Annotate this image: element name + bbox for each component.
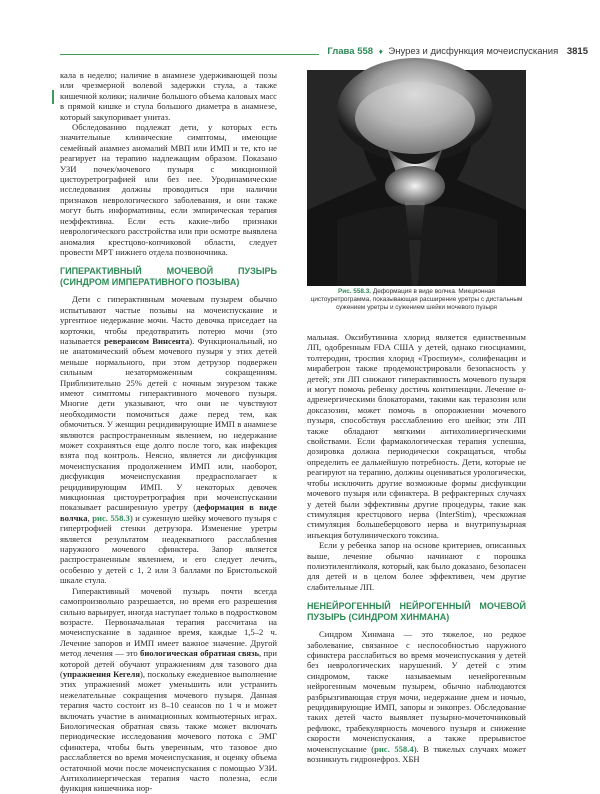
text-run: Дети с гиперактивным мочевым пузырем обычно испытывают частые позывы на мочеиспускание и ургентное недержание мочи. Часто девочка приседает на корточки, чтобы предотвратить потерю мочи (это называется — [60, 294, 277, 346]
right-column — [307, 332, 526, 765]
term-bold: реверансом Винсента — [104, 335, 190, 346]
text-run: , — [87, 512, 93, 523]
figure-caption — [307, 288, 526, 312]
caption-text: Деформация в виде волчка. Микционная цистоуретрограмма, показывающая расширение уретры с дистальным сужением уретры и сужением шейки мочевого пузыря — [310, 288, 523, 311]
header-text — [319, 46, 588, 57]
diamond-icon: ♦ — [378, 47, 383, 56]
text-run: , при которой детей обучают упражнениям для тазового дна ( — [60, 648, 278, 679]
figure-label: Рис. 558.3. — [338, 288, 372, 295]
paragraph: кала в неделю; наличие в анамнезе удерживающей позы или чрезмерной волевой задержки стула, а также кишечной колики; наличие большого объема каловых масс в прямой кишке и стула большого диаметра в анамнезе, который закупоривает унитаз. — [60, 70, 277, 122]
text-run: Синдром Хинмана — это тяжелое, но редкое заболевание, связанное с неспособностью наружного сфинктера расслабиться во время мочеиспускания у детей без неврологических нарушений. У детей с этим синдромом, также называемым ненейрогенным нейрогенным мочевым пузырем, обычно наблюдаются разбрызгивающая струя мочи, недержание днем и ночью, рецидивирующие ИМП, запоры и энкопрез. Обследование таких детей часто выявляет пузырно-мочеточниковый рефлюкс, трабекулярность мочевого пузыря и снижение скорости мочеиспускания, а также прерывистое мочеиспускание ( — [307, 629, 526, 754]
paragraph: мальная. Оксибутинина хлорид является единственным ЛП, одобренным FDA США у детей, однако гиосциамин, толтеродин, троспия хлорид «Троспиум», солифенацин и мирабегрон также продемонстрировали безопасность у детей; эти ЛП снижают гиперактивность мочевого пузыря и могут помочь ребенку достичь континенции. Лечение α-адренергическими блокаторами, такими как теразозин или доксазозин, может помочь в опорожнении мочевого пузыря, способствуя расслаблению его шейки; эти ЛП также обладают мягкими антихолинергическими свойствами. Если фармакологическая терапия успешна, дозировка должна периодически сокращаться, чтобы определить ее дальнейшую потребность. Дети, которые не реагируют на терапию, должны оцениваться урологически, чтобы исключить другие возможные формы дисфункции мочевого пузыря или сфинктера. В рефрактерных случаях у детей были эффективны другие процедуры, такие как стимуляция крестцового нерва (InterStim), чрескожная стимуляция большеберцового нерва и внутрипузырная инъекция ботулинического токсина. — [307, 332, 526, 540]
text-run: Гиперактивный мочевой пузырь почти всегда самопроизвольно разрешается, но время его разрешения сильно варьирует, иногда наступает только в подростковом возрасте. Первоначальная терапия рассчитана на мочеиспускание в заданное время, каждые 1,5–2 ч. Лечение запоров и ИМП имеет важное значение. Другой метод лечения — это — [60, 585, 277, 659]
paragraph — [307, 629, 526, 764]
figure-reference[interactable]: рис. 558.3 — [92, 512, 130, 523]
paragraph — [60, 294, 277, 585]
figure-image — [307, 70, 526, 286]
chapter-title: Энурез и дисфункция мочеиспускания — [388, 46, 559, 57]
paragraph — [60, 586, 277, 794]
term-bold: биологическая обратная связь — [140, 648, 260, 659]
term-bold: упражнения Кегеля — [62, 668, 140, 679]
header-marker — [52, 90, 54, 104]
left-column — [60, 70, 278, 794]
chapter-label: Глава 558 — [327, 46, 374, 57]
section-heading: НЕНЕЙРОГЕННЫЙ НЕЙРОГЕННЫЙ МОЧЕВОЙ ПУЗЫРЬ (СИНДРОМ ХИНМАНА) — [307, 601, 526, 623]
page-header — [0, 44, 600, 64]
page-number: 3815 — [566, 46, 588, 57]
text-run: ). Функциональный, но не анатомический объем мочевого пузыря у этих детей меньше нормального, при этом детрузор подвержен сильным незаторможенным сокращениям. Приблизительно 25% детей с ночным энурезом также имеют симптомы гиперактивного мочевого пузыря. Многие дети указывают, что они не чувствуют необходимости помочиться даже перед тем, как обмочиться. У женщин рецидивирующие ИМП в анамнезе являются распространенным явлением, но недержание может сохраняться еще долго после того, как инфекция взята под контроль. Неясно, является ли дисфункция мочеиспускания продолжением ИМП или, наоборот, дисфункция мочеиспускания предрасполагает к рецидивирующим ИМП. У некоторых девочек микционная цистоуретрография при мочеиспускании показывает расширенную уретру ( — [60, 335, 277, 513]
paragraph: Обследованию подлежат дети, у которых есть значительные клинические симптомы, имеющие семейный анамнез аномалий МВП или ИМП и те, кто не реагирует на терапию надлежащим образом. Показано УЗИ почек/мочевого пузыря с микционной цистоуретрографией или без нее. Уродинамические исследования должны проводиться при наличии признаков неврологического заболевания, и они также могут быть информативны, если эмпирическая терапия неэффективна. Если есть какие-либо признаки неврологического расстройства или при осмотре выявлена аномалия крестцово-копчиковой области, следует провести МРТ нижнего отдела позвоночника. — [60, 122, 277, 257]
paragraph: Если у ребенка запор на основе критериев, описанных выше, лечение обычно начинают с порошка полиэтиленгликоля, который, как было доказано, безопасен для детей и в целом более эффективен, чем другие слабительные ЛП. — [307, 540, 526, 592]
text-run: ) и суженную шейку мочевого пузыря с гипертрофией стенки детрузора. Изменение уретры является результатом неадекватного расслабления наружного мочевого сфинктера. Запор является распространенным явлением, и его следует лечить, особенно у детей с 1, 2 или 3 баллами по Бристольской шкале стула. — [60, 512, 277, 586]
term-bold: деформация в виде волчка — [60, 502, 277, 523]
cystourethrogram-image — [307, 70, 526, 286]
text-run: ). В тяжелых случаях может возникнуть гидронефроз. ХБН — [307, 743, 526, 765]
section-heading: ГИПЕРАКТИВНЫЙ МОЧЕВОЙ ПУЗЫРЬ (СИНДРОМ ИМПЕРАТИВНОГО ПОЗЫВА) — [60, 266, 277, 288]
figure-reference[interactable]: рис. 558.4 — [374, 743, 414, 754]
text-run: ), поскольку ежедневное выполнение этих упражнений может уменьшить или устранить нежелательные сокращения мочевого пузыря. Данная терапия часто состоит из 8–10 сеансов по 1 ч и может включать участие в анимационных компьютерных играх. Биологическая обратная связь также может включать периодические исследования мочевого потока с ЭМГ сфинктера, чтобы быть уверенным, что тазовое дно расслабляется во время мочеиспускания, и оценку объема остаточной мочи после мочеиспускания с помощью УЗИ. Антихолинергическая терапия часто полезна, если функция кишечника нор- — [60, 668, 277, 794]
